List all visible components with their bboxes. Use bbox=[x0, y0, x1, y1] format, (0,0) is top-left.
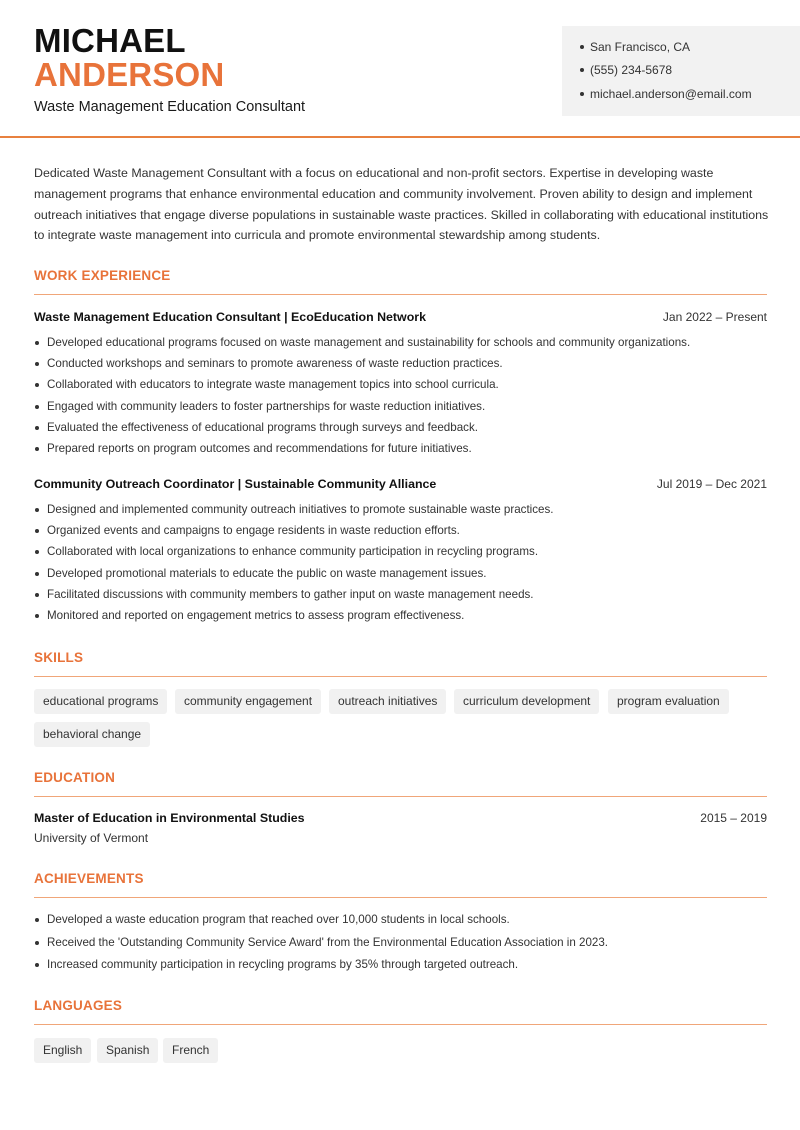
list-item: Conducted workshops and seminars to promote awareness of waste reduction practices. bbox=[34, 353, 767, 374]
list-item: Evaluated the effectiveness of educational programs through surveys and feedback. bbox=[34, 417, 767, 438]
skill-tag: community engagement bbox=[175, 689, 321, 714]
section-divider bbox=[34, 294, 767, 295]
list-item: Prepared reports on program outcomes and recommendations for future initiatives. bbox=[34, 438, 767, 459]
language-tag: French bbox=[163, 1038, 218, 1063]
section-title-work: WORK EXPERIENCE bbox=[34, 268, 171, 283]
phone-text: (555) 234-5678 bbox=[590, 63, 673, 77]
list-item: Received the 'Outstanding Community Service Award' from the Environmental Education Association in 2023. bbox=[34, 932, 767, 955]
list-item: Organized events and campaigns to engage residents in waste reduction efforts. bbox=[34, 520, 767, 541]
education-dates: 2015 – 2019 bbox=[700, 811, 767, 825]
job-heading: Waste Management Education Consultant | EcoEducation Network bbox=[34, 310, 426, 324]
list-item: Facilitated discussions with community members to gather input on waste management needs. bbox=[34, 584, 767, 605]
section-divider bbox=[34, 1024, 767, 1025]
job-dates: Jul 2019 – Dec 2021 bbox=[656, 477, 767, 491]
job-bullets bbox=[34, 332, 767, 459]
list-item: Developed educational programs focused on waste management and sustainability for schools and community organizations. bbox=[34, 332, 767, 353]
bullet-icon bbox=[580, 68, 584, 72]
section-divider bbox=[34, 676, 767, 677]
list-item: Collaborated with local organizations to enhance community participation in recycling programs. bbox=[34, 541, 767, 562]
section-title-achievements: ACHIEVEMENTS bbox=[34, 871, 144, 886]
list-item: Increased community participation in recycling programs by 35% through targeted outreach. bbox=[34, 954, 767, 977]
bullet-icon bbox=[580, 45, 584, 49]
skill-tag: educational programs bbox=[34, 689, 167, 714]
list-item: Engaged with community leaders to foster partnerships for waste reduction initiatives. bbox=[34, 396, 767, 417]
section-title-skills: SKILLS bbox=[34, 650, 84, 665]
summary-paragraph: Dedicated Waste Management Consultant with a focus on educational and non-profit sectors. Expertise in developing waste management programs that enhance environmental education and community involvement. Proven ability to design and implement outreach initiatives that engage diverse populations in sustainable waste practices. Skilled in collaborating with educational institutions to integrate waste management into curricula and promote environmental stewardship among students. bbox=[34, 166, 769, 243]
skill-tag: behavioral change bbox=[34, 722, 150, 747]
education-school: University of Vermont bbox=[34, 831, 149, 845]
resume-header bbox=[0, 0, 800, 138]
section-divider bbox=[34, 796, 767, 797]
contact-phone bbox=[580, 63, 672, 77]
contact-location bbox=[580, 40, 690, 54]
list-item: Developed promotional materials to educate the public on waste management issues. bbox=[34, 563, 767, 584]
achievements-list bbox=[34, 909, 767, 977]
job-heading: Community Outreach Coordinator | Sustainable Community Alliance bbox=[34, 477, 437, 491]
section-divider bbox=[34, 897, 767, 898]
section-title-education: EDUCATION bbox=[34, 770, 116, 785]
location-text: San Francisco, CA bbox=[590, 40, 691, 54]
list-item: Collaborated with educators to integrate waste management topics into school curricula. bbox=[34, 374, 767, 395]
language-tag: Spanish bbox=[97, 1038, 158, 1063]
skill-tag: outreach initiatives bbox=[329, 689, 446, 714]
skill-tag: curriculum development bbox=[454, 689, 599, 714]
contact-email bbox=[580, 87, 752, 101]
education-degree: Master of Education in Environmental Studies bbox=[34, 811, 305, 825]
professional-title: Waste Management Education Consultant bbox=[34, 99, 306, 115]
last-name: ANDERSON bbox=[34, 56, 225, 93]
email-text: michael.anderson@email.com bbox=[590, 87, 752, 101]
list-item: Developed a waste education program that reached over 10,000 students in local schools. bbox=[34, 909, 767, 932]
contact-box bbox=[562, 26, 800, 116]
list-item: Monitored and reported on engagement metrics to assess program effectiveness. bbox=[34, 605, 767, 626]
language-tag: English bbox=[34, 1038, 91, 1063]
section-title-languages: LANGUAGES bbox=[34, 998, 123, 1013]
list-item: Designed and implemented community outreach initiatives to promote sustainable waste practices. bbox=[34, 499, 767, 520]
first-name: MICHAEL bbox=[34, 22, 186, 59]
job-dates: Jan 2022 – Present bbox=[662, 310, 767, 324]
bullet-icon bbox=[580, 92, 584, 96]
job-bullets bbox=[34, 499, 767, 626]
skill-tag: program evaluation bbox=[608, 689, 729, 714]
